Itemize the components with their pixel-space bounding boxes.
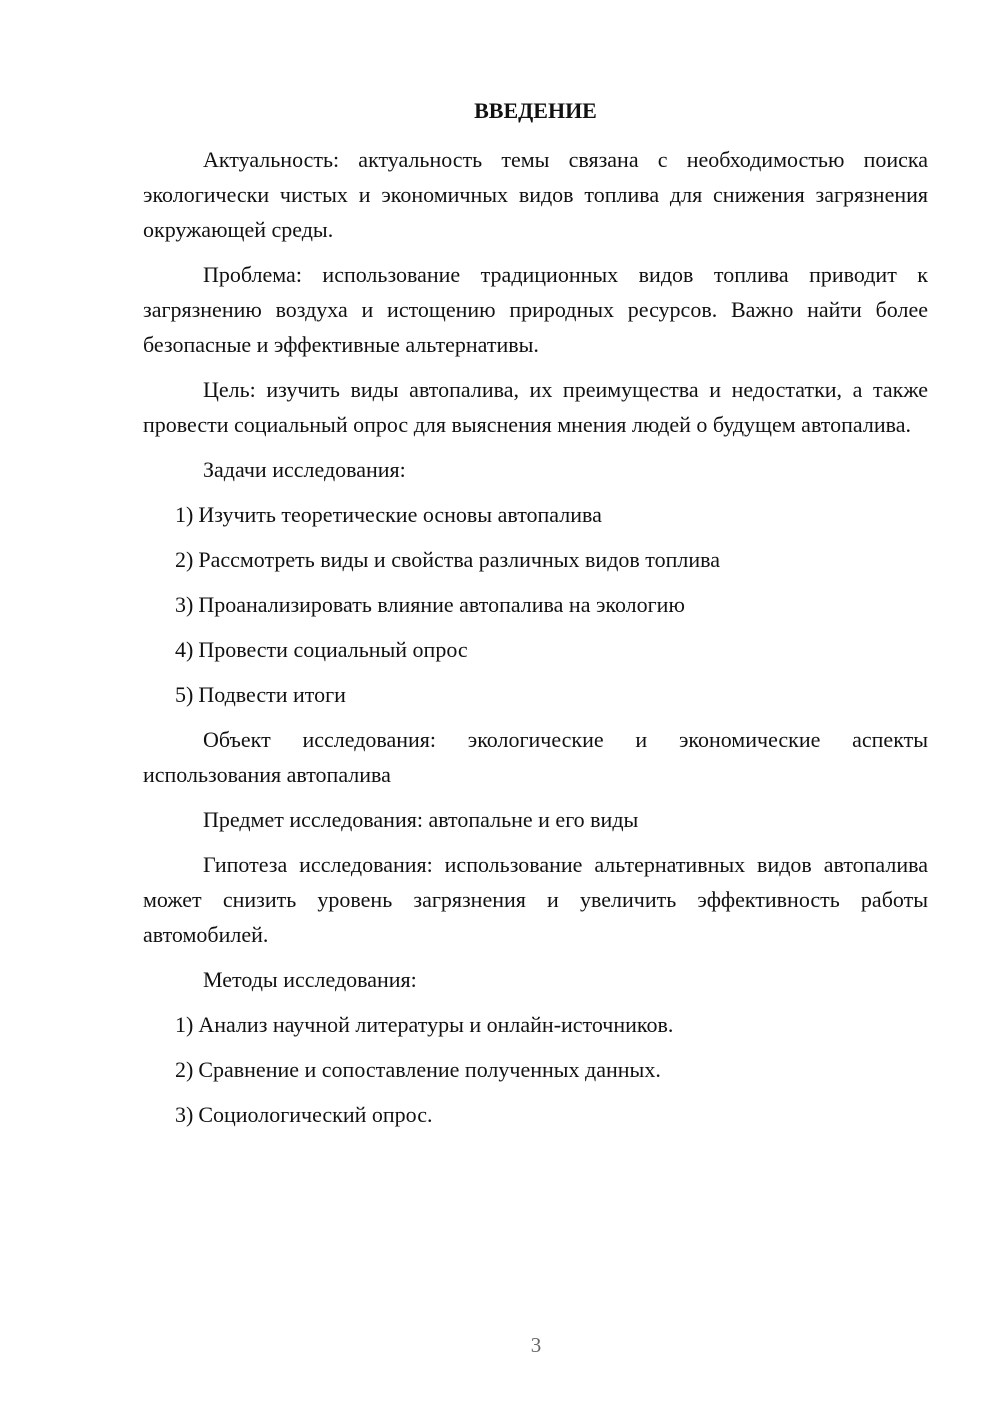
list-item-number: 2) — [175, 1057, 194, 1082]
list-item-number: 2) — [175, 547, 194, 572]
list-item-number: 3) — [175, 592, 194, 617]
method-list-item — [175, 1007, 928, 1042]
page-content — [143, 93, 928, 1142]
list-item-number: 1) — [175, 1012, 194, 1037]
object-paragraph: Объект исследования: экологические и экономические аспекты использования автопалива — [143, 727, 928, 787]
methods-heading: Методы исследования: — [203, 967, 417, 992]
task-list-item — [175, 497, 928, 532]
task-list-item — [175, 542, 928, 577]
list-item-text: Провести социальный опрос — [198, 637, 468, 662]
goal-paragraph: Цель: изучить виды автопалива, их преимущества и недостатки, а также провести социальный опрос для выяснения мнения людей о будущем автопалива. — [143, 377, 928, 437]
hypothesis-paragraph: Гипотеза исследования: использование альтернативных видов автопалива может снизить уровень загрязнения и увеличить эффективность работы автомобилей. — [143, 852, 928, 947]
list-item-text: Подвести итоги — [198, 682, 346, 707]
list-item-text: Анализ научной литературы и онлайн-источников. — [198, 1012, 674, 1037]
list-item-text: Изучить теоретические основы автопалива — [198, 502, 602, 527]
list-item-number: 1) — [175, 502, 194, 527]
list-item-text: Сравнение и сопоставление полученных данных. — [198, 1057, 661, 1082]
page-number: 3 — [530, 1333, 542, 1357]
method-list-item — [175, 1052, 928, 1087]
list-item-number: 4) — [175, 637, 194, 662]
method-list-item — [175, 1097, 928, 1132]
task-list-item — [175, 632, 928, 667]
task-list-item — [175, 587, 928, 622]
section-title: ВВЕДЕНИЕ — [474, 98, 597, 123]
list-item-number: 3) — [175, 1102, 194, 1127]
list-item-text: Социологический опрос. — [198, 1102, 433, 1127]
problem-paragraph: Проблема: использование традиционных видов топлива приводит к загрязнению воздуха и истощению природных ресурсов. Важно найти более безопасные и эффективные альтернативы. — [143, 262, 928, 357]
list-item-text: Рассмотреть виды и свойства различных видов топлива — [198, 547, 720, 572]
relevance-paragraph: Актуальность: актуальность темы связана с необходимостью поиска экологически чистых и экономичных видов топлива для снижения загрязнения окружающей среды. — [143, 147, 928, 242]
list-item-text: Проанализировать влияние автопалива на экологию — [198, 592, 685, 617]
subject-paragraph: Предмет исследования: автопальне и его виды — [203, 807, 639, 832]
task-list-item — [175, 677, 928, 712]
list-item-number: 5) — [175, 682, 194, 707]
tasks-heading: Задачи исследования: — [203, 457, 406, 482]
